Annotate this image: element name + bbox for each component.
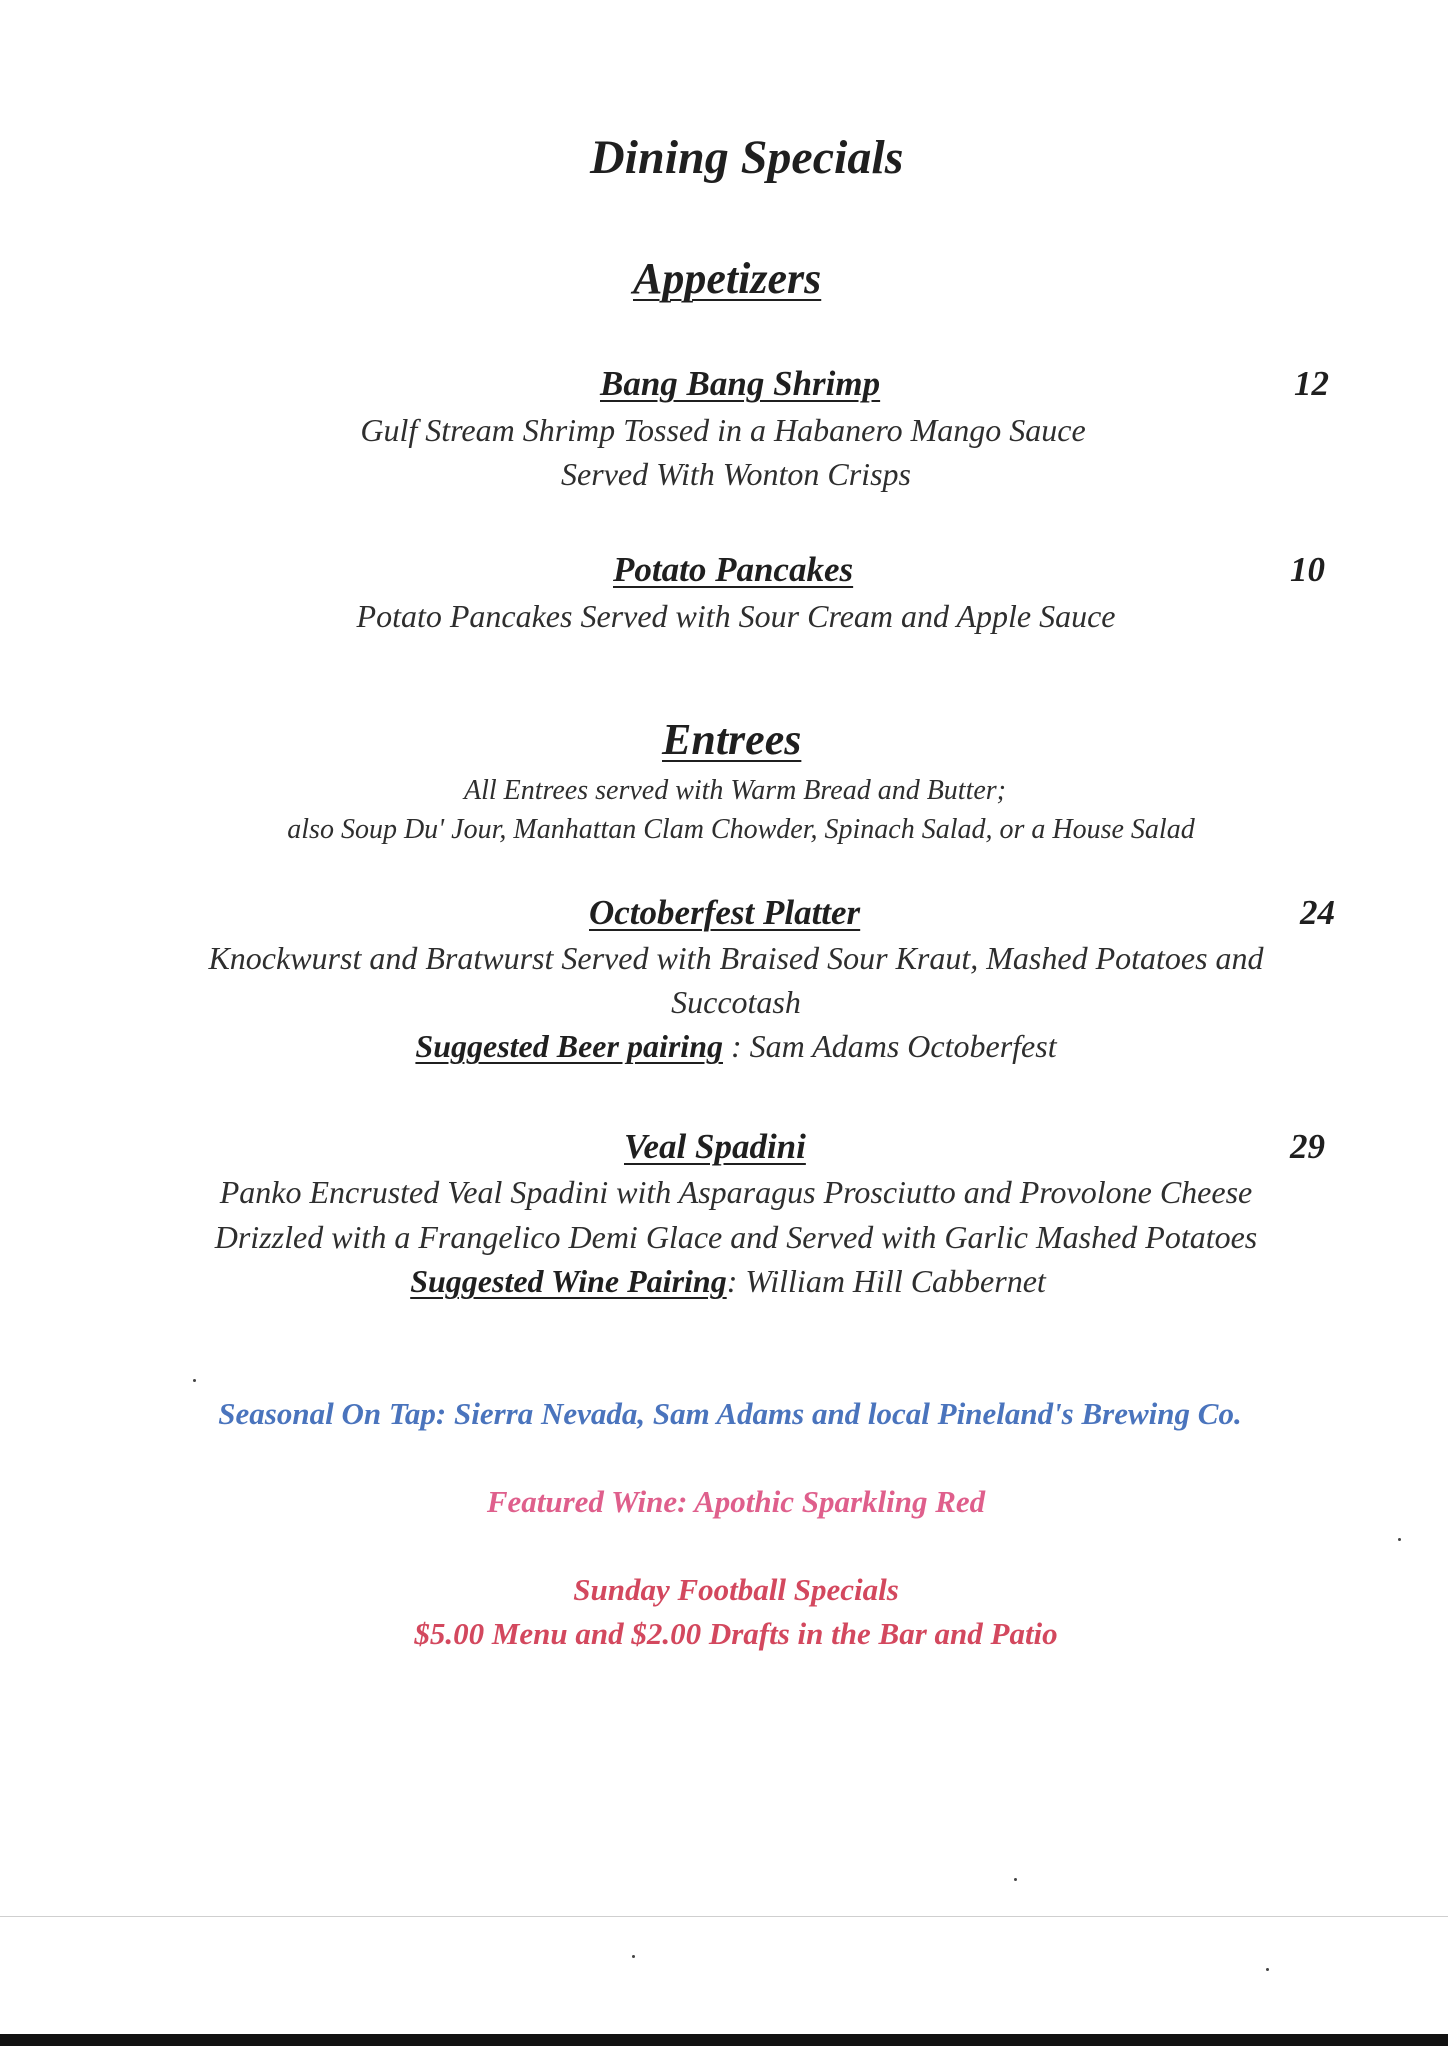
pairing-label: Suggested Beer pairing bbox=[415, 1028, 723, 1064]
item-name: Veal Spadini bbox=[624, 1127, 806, 1166]
item-name: Octoberfest Platter bbox=[589, 893, 861, 932]
scan-bottom-border bbox=[0, 2034, 1448, 2046]
pairing-value: : Sam Adams Octoberfest bbox=[722, 1028, 1057, 1064]
scan-speck bbox=[632, 1955, 635, 1958]
item-description-line: Knockwurst and Bratwurst Served with Braised Sour Kraut, Mashed Potatoes and bbox=[208, 940, 1264, 976]
scan-speck bbox=[1266, 1968, 1269, 1971]
football-specials-detail: $5.00 Menu and $2.00 Drafts in the Bar and Patio bbox=[414, 1616, 1058, 1651]
item-description-line: Panko Encrusted Veal Spadini with Asparagus Prosciutto and Provolone Cheese bbox=[219, 1174, 1253, 1210]
page-title: Dining Specials bbox=[590, 131, 904, 184]
pairing-line bbox=[4, 1263, 1448, 1300]
item-description-line: Gulf Stream Shrimp Tossed in a Habanero Mango Sauce bbox=[360, 412, 1086, 448]
on-tap-special: Seasonal On Tap: Sierra Nevada, Sam Adams and local Pineland's Brewing Co. bbox=[218, 1396, 1242, 1431]
scan-speck bbox=[193, 1379, 196, 1382]
item-price: 29 bbox=[1290, 1127, 1325, 1166]
appetizers-heading: Appetizers bbox=[633, 254, 822, 303]
scan-speck bbox=[1398, 1538, 1401, 1541]
entrees-heading: Entrees bbox=[662, 715, 802, 764]
item-name: Bang Bang Shrimp bbox=[600, 364, 881, 403]
item-description-line: Potato Pancakes Served with Sour Cream and Apple Sauce bbox=[356, 598, 1116, 634]
entrees-note-line: All Entrees served with Warm Bread and Butter; bbox=[463, 775, 1007, 806]
scan-speck bbox=[1014, 1878, 1017, 1881]
featured-wine: Featured Wine: Apothic Sparkling Red bbox=[486, 1484, 986, 1519]
item-description-line: Served With Wonton Crisps bbox=[561, 456, 911, 492]
pairing-line bbox=[12, 1028, 1448, 1065]
item-name: Potato Pancakes bbox=[613, 550, 854, 589]
entrees-note-line: also Soup Du' Jour, Manhattan Clam Chowder, Spinach Salad, or a House Salad bbox=[287, 814, 1195, 845]
page-edge-line bbox=[0, 1916, 1448, 1917]
item-description-line: Succotash bbox=[671, 984, 801, 1020]
item-price: 12 bbox=[1294, 364, 1329, 403]
football-specials-title: Sunday Football Specials bbox=[573, 1572, 899, 1607]
pairing-value: : William Hill Cabbernet bbox=[726, 1263, 1046, 1299]
item-price: 24 bbox=[1300, 893, 1335, 932]
item-price: 10 bbox=[1290, 550, 1325, 589]
item-description-line: Drizzled with a Frangelico Demi Glace and Served with Garlic Mashed Potatoes bbox=[214, 1219, 1258, 1255]
pairing-label: Suggested Wine Pairing bbox=[410, 1263, 727, 1299]
